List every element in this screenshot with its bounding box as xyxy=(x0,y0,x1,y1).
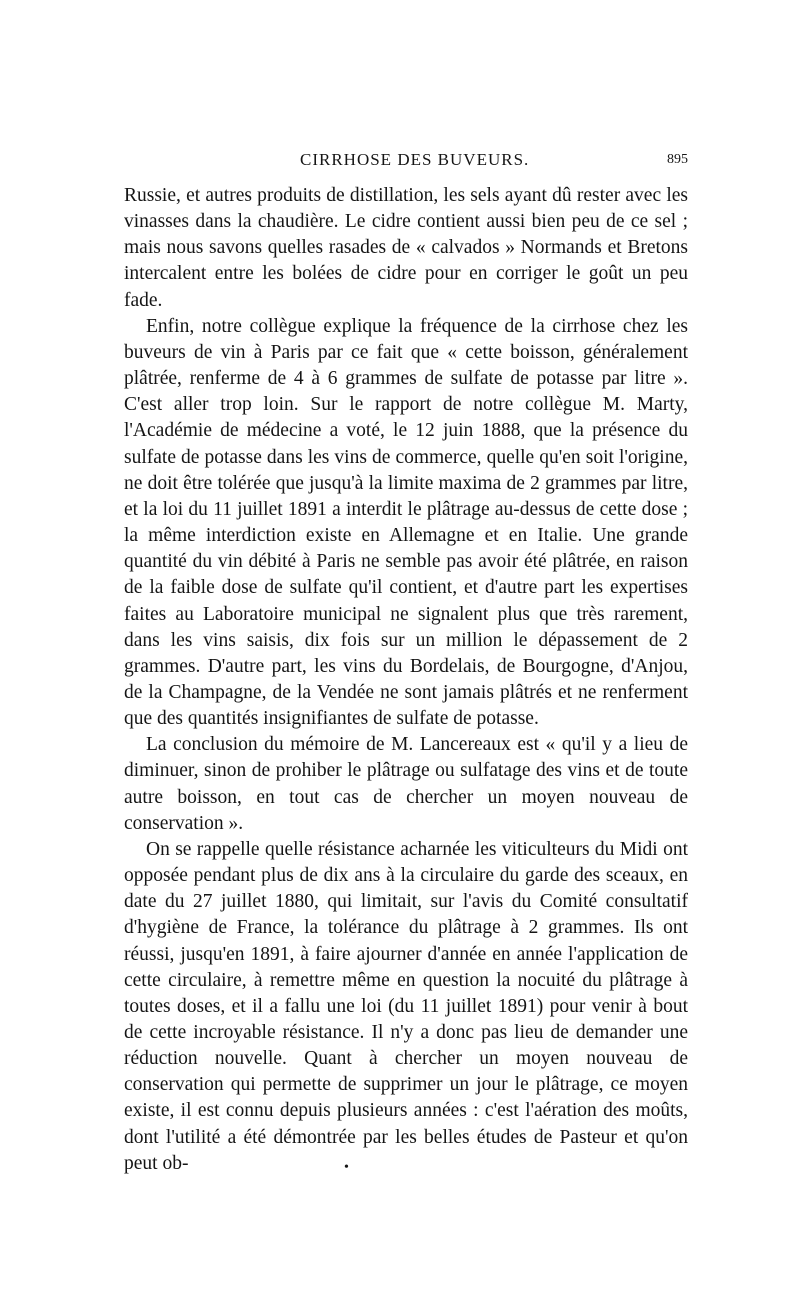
paragraph: Enfin, notre collègue explique la fréquence de la cirrhose chez les buveurs de vin à Paris par ce fait que « cette boisson, généralement plâtrée, renferme de 4 à 6 grammes de sulfate de potasse par litre ». C'est aller trop loin. Sur le rapport de notre collègue M. Marty, l'Académie de médecine a voté, le 12 juin 1888, que la présence du sulfate de potasse dans les vins de commerce, quelle qu'en soit l'origine, ne doit être tolérée que jusqu'à la limite maxima de 2 grammes par litre, et la loi du 11 juillet 1891 a interdit le plâtrage au-dessus de cette dose ; la même interdiction existe en Allemagne et en Italie. Une grande quantité du vin débité à Paris ne semble pas avoir été plâtrée, en raison de la faible dose de sulfate qu'il contient, et d'autre part les expertises faites au Laboratoire municipal ne signalent plus que très rarement, dans les vins saisis, dix fois sur un million le dépassement de 2 grammes. D'autre part, les vins du Bordelais, de Bourgogne, d'Anjou, de la Champagne, de la Vendée ne sont jamais plâtrés et ne renferment que des quantités insignifiantes de sulfate de potasse. xyxy=(124,315,688,730)
footer-mark: • xyxy=(344,1160,349,1175)
paragraph-continuation: Russie, et autres produits de distillation, les sels ayant dû rester avec les vinasses dans la chaudière. Le cidre contient aussi bien peu de ce sel ; mais nous savons quelles rasades de « calvados » Normands et Bretons intercalent entre les bolées de cidre pour en corriger le goût un peu fade. xyxy=(124,185,688,311)
page-header xyxy=(124,148,688,178)
book-page xyxy=(124,148,688,1177)
running-title: CIRRHOSE DES BUVEURS. xyxy=(300,150,530,169)
body-text xyxy=(124,183,688,1177)
paragraph: On se rappelle quelle résistance acharnée les viticulteurs du Midi ont opposée pendant plus de dix ans à la circulaire du garde des sceaux, en date du 27 juillet 1880, qui limitait, sur l'avis du Comité consultatif d'hygiène de France, la tolérance du plâtrage à 2 grammes. Ils ont réussi, jusqu'en 1891, à faire ajourner d'année en année l'application de cette circulaire, à remettre même en question la nocuité du plâtrage à toutes doses, et il a fallu une loi (du 11 juillet 1891) pour venir à bout de cette incroyable résistance. Il n'y a donc pas lieu de demander une réduction nouvelle. Quant à chercher un moyen nouveau de conservation qui permette de supprimer un jour le plâtrage, ce moyen existe, il est connu depuis plusieurs années : c'est l'aération des moûts, dont l'utilité a été démontrée par les belles études de Pasteur et qu'on peut ob- xyxy=(124,838,688,1174)
paragraph: La conclusion du mémoire de M. Lancereaux est « qu'il y a lieu de diminuer, sinon de prohiber le plâtrage ou sulfatage des vins et de toute autre boisson, en tout cas de chercher un moyen nouveau de conservation ». xyxy=(124,734,688,834)
page-number: 895 xyxy=(667,152,688,167)
